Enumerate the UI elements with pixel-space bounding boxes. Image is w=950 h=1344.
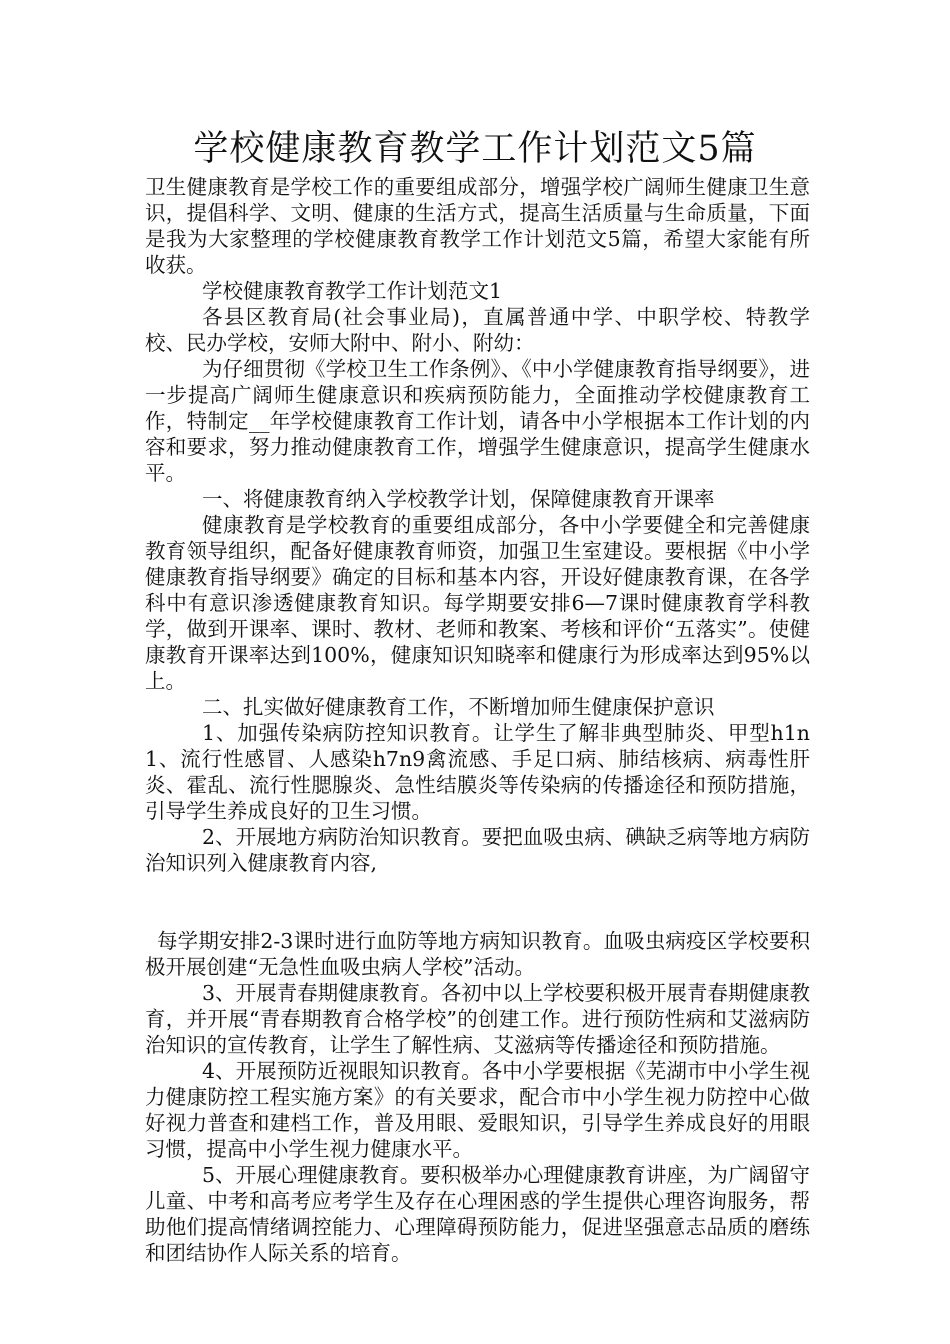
heading-one: 一、将健康教育纳入学校教学计划，保障健康教育开课率 [202,487,715,511]
addressee-paragraph: 各县区教育局(社会事业局)，直属普通中学、中职学校、特教学校、民办学校，安师大附中、附小、附幼： [145,305,810,355]
document-title: 学校健康教育教学工作计划范文5篇 [193,129,757,169]
heading-two: 二、扎实做好健康教育工作，不断增加师生健康保护意识 [202,695,715,719]
item-three: 3、开展青春期健康教育。各初中以上学校要积极开展青春期健康教育，并开展“青春期教育合格学校”的创建工作。进行预防性病和艾滋病防治知识的宣传教育，让学生了解性病、艾滋病等传播途径和预防措施。 [145,981,810,1057]
paragraph-one: 健康教育是学校教育的重要组成部分，各中小学要健全和完善健康教育领导组织，配备好健康教育师资，加强卫生室建设。要根据《中小学健康教育指导纲要》确定的目标和基本内容，开设好健康教育课，在各学科中有意识渗透健康教育知识。每学期要安排6—7课时健康教育学科教学，做到开课率、课时、教材、老师和教案、考核和评价“五落实”。使健康教育开课率达到100%，健康知识知晓率和健康行为形成率达到95%以上。 [145,513,810,693]
item-four: 4、开展预防近视眼知识教育。各中小学要根据《芜湖市中小学生视力健康防控工程实施方案》的有关要求，配合市中小学生视力防控中心做好视力普查和建档工作，普及用眼、爱眼知识，引导学生养成良好的用眼习惯，提高中小学生视力健康水平。 [145,1059,810,1161]
intro-paragraph: 卫生健康教育是学校工作的重要组成部分，增强学校广阔师生健康卫生意识，提倡科学、文明、健康的生活方式，提高生活质量与生命质量，下面是我为大家整理的学校健康教育教学工作计划范文5篇，希望大家能有所收获。 [145,175,810,277]
item-five: 5、开展心理健康教育。要积极举办心理健康教育讲座，为广阔留守儿童、中考和高考应考学生及存在心理困惑的学生提供心理咨询服务，帮助他们提高情绪调控能力、心理障碍预防能力，促进坚强意志品质的磨练和团结协作人际关系的培育。 [145,1163,810,1265]
document-body [145,174,810,1266]
item-one: 1、加强传染病防控知识教育。让学生了解非典型肺炎、甲型h1n1、流行性感冒、人感染h7n9禽流感、手足口病、肺结核病、病毒性肝炎、霍乱、流行性腮腺炎、急性结膜炎等传染病的传播途径和预防措施，引导学生养成良好的卫生习惯。 [145,721,810,823]
page-break-gap [145,876,810,928]
item-two-part-b: 每学期安排2-3课时进行血防等地方病知识教育。血吸虫病疫区学校要积极开展创建“无急性血吸虫病人学校”活动。 [145,929,810,979]
section-heading: 学校健康教育教学工作计划范文1 [202,279,503,303]
purpose-paragraph: 为仔细贯彻《学校卫生工作条例》、《中小学健康教育指导纲要》，进一步提高广阔师生健康意识和疾病预防能力，全面推动学校健康教育工作，特制定__年学校健康教育工作计划，请各中小学根据本工作计划的内容和要求，努力推动健康教育工作，增强学生健康意识，提高学生健康水平。 [145,357,810,485]
item-two-part-a: 2、开展地方病防治知识教育。要把血吸虫病、碘缺乏病等地方病防治知识列入健康教育内容, [145,825,810,875]
